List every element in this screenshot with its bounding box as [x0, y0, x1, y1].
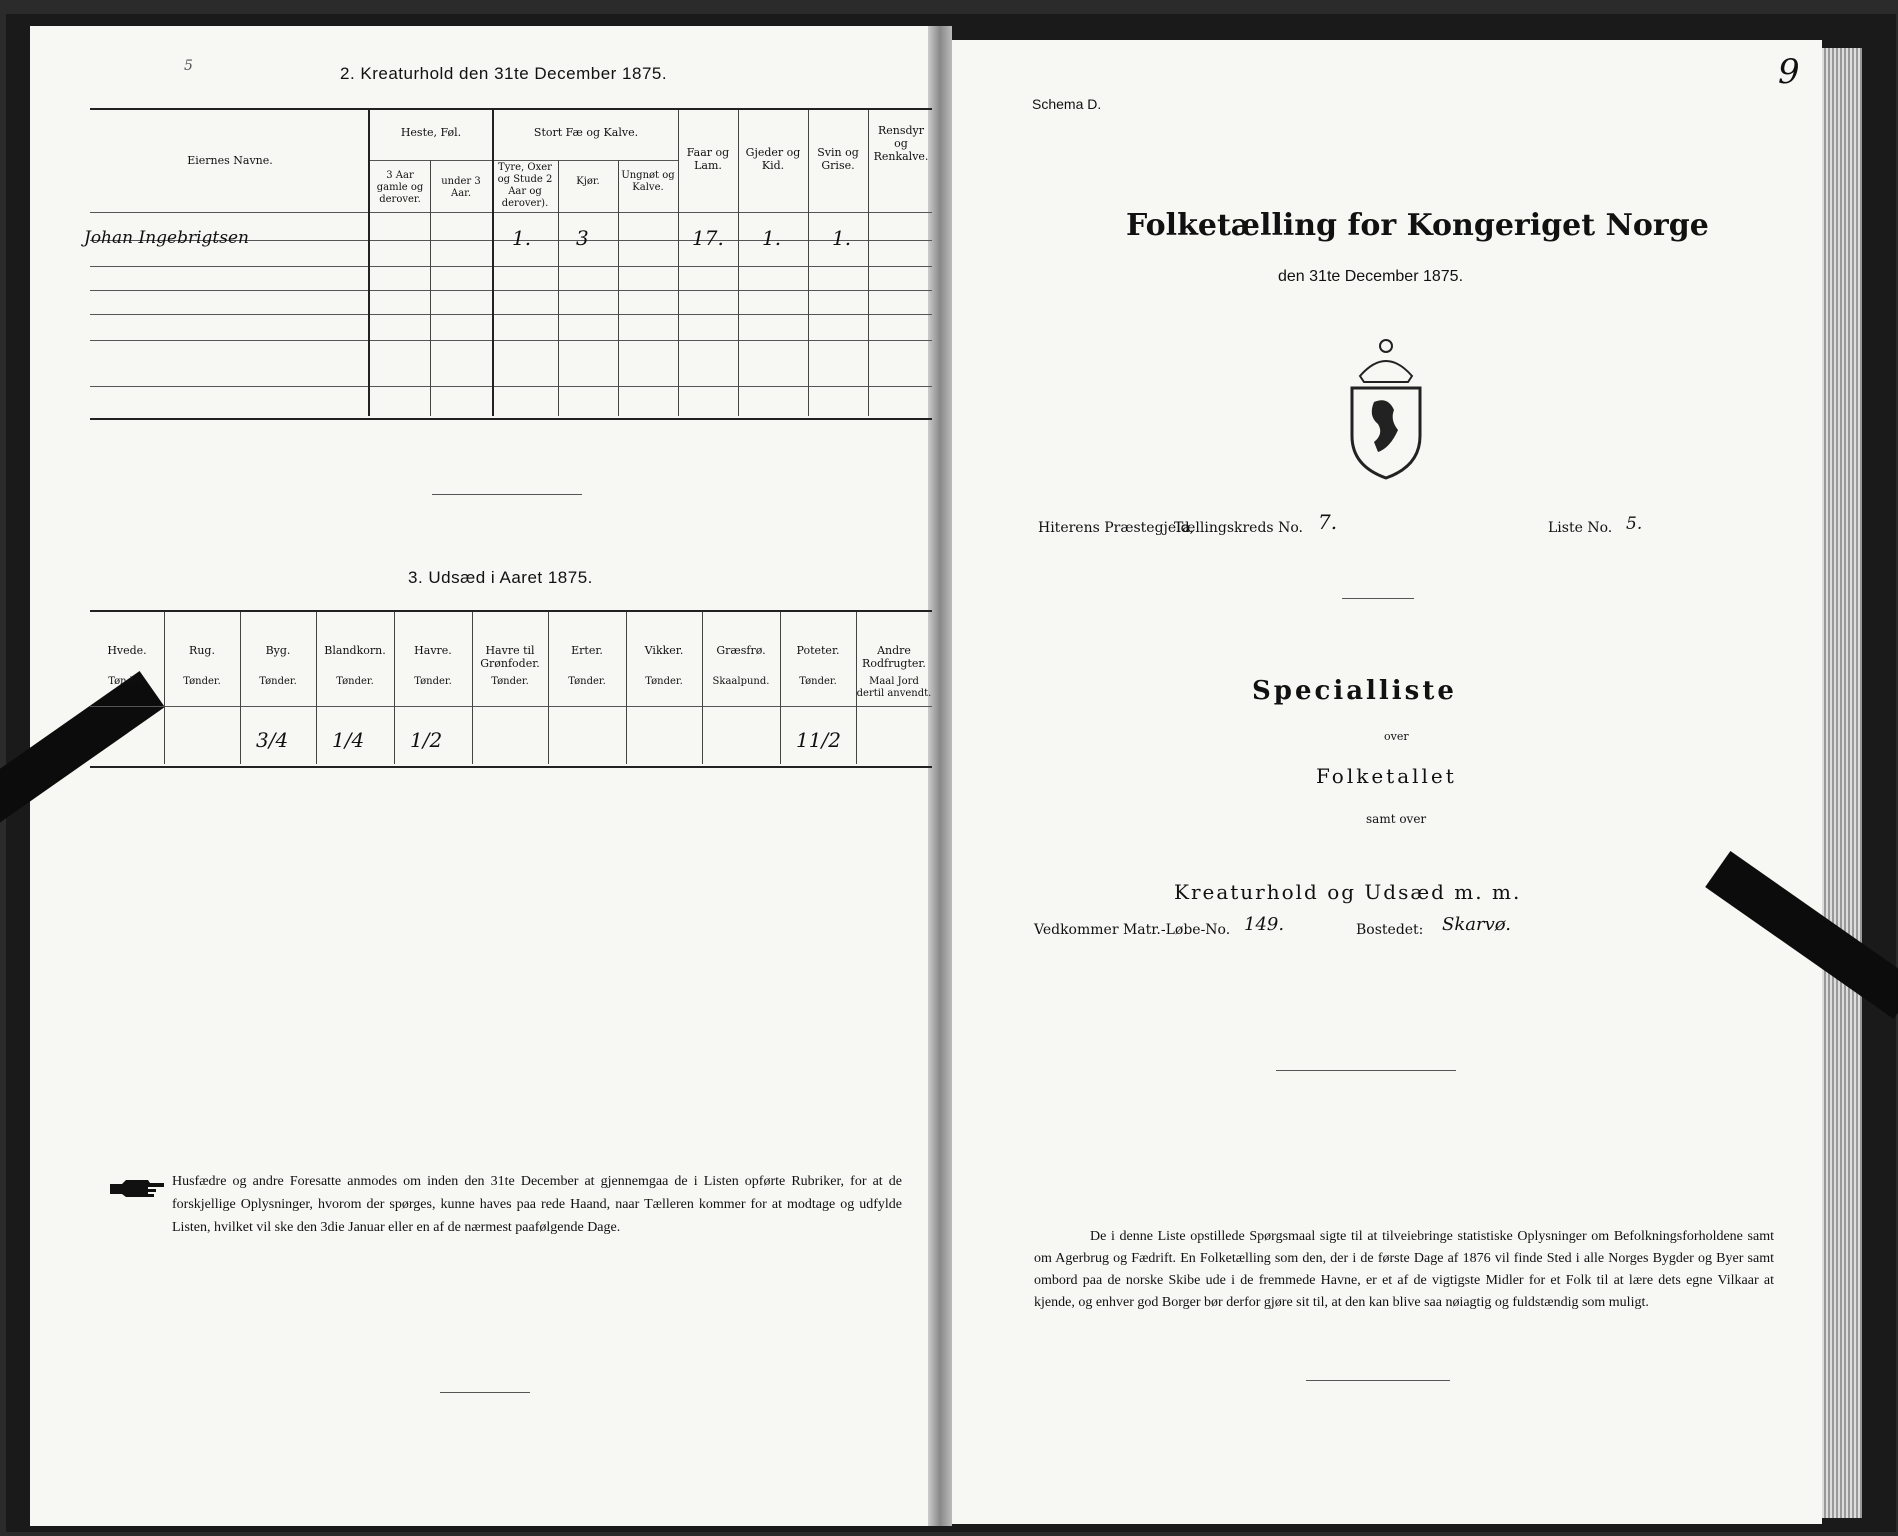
udsaed-value: 11/2 [796, 728, 841, 752]
owner-name: Johan Ingebrigtsen [84, 228, 249, 248]
fyre-header: Tyre, Oxer og Stude 2 Aar og derover). [497, 162, 553, 209]
left-page [30, 26, 940, 1526]
column-divider [164, 612, 165, 764]
udsaed-col-header: Poteter. [796, 644, 840, 657]
udsaed-col-unit: Tønder. [491, 676, 529, 687]
stort-fae-header: Stort Fæ og Kalve. [533, 126, 639, 139]
udsaed-value: 3/4 [256, 728, 289, 752]
udsaed-col-unit: Tønder. [414, 676, 452, 687]
section3-title: 3. Udsæd i Aaret 1875. [408, 568, 593, 587]
column-divider [240, 612, 241, 764]
heste-header: Heste, Føl. [400, 126, 462, 139]
samt-over-text: samt over [1366, 812, 1427, 826]
divider [1306, 1380, 1450, 1381]
column-divider [702, 612, 703, 764]
column-divider [316, 612, 317, 764]
udsaed-col-header: Rug. [189, 644, 215, 657]
kjor-value: 3 [576, 226, 589, 250]
udsaed-col-header: Byg. [265, 644, 291, 657]
specialliste-heading: Specialliste [1252, 676, 1457, 706]
fyre-value: 1. [512, 226, 532, 250]
udsaed-col-unit: Skaalpund. [712, 676, 770, 687]
svin-header: Svin og Grise. [817, 146, 859, 172]
page-edges [1822, 48, 1862, 1518]
page-number: 9 [1778, 52, 1800, 92]
column-divider [548, 612, 549, 764]
udsaed-col-unit: Tønder. [799, 676, 837, 687]
ungnot-header: Ungnøt og Kalve. [621, 170, 675, 193]
divider [432, 494, 582, 495]
gjeder-header: Gjeder og Kid. [745, 146, 801, 172]
pointing-hand-icon [108, 1176, 166, 1200]
gjeder-value: 1. [762, 226, 782, 250]
udsaed-col-header: Andre Rodfrugter. [862, 644, 926, 670]
udsaed-col-header: Hvede. [107, 644, 147, 657]
bosted-label: Bostedet: [1356, 922, 1424, 938]
udsaed-col-unit: Tønder. [259, 676, 297, 687]
udsaed-value: 1/2 [410, 728, 443, 752]
bosted-value: Skarvø. [1442, 914, 1511, 935]
kjor-header: Kjør. [576, 176, 600, 187]
matr-label: Vedkommer Matr.-Løbe-No. [1034, 922, 1231, 938]
matr-value: 149. [1244, 914, 1285, 935]
main-title: Folketælling for Kongeriget Norge [1126, 208, 1709, 243]
udsaed-col-header: Blandkorn. [324, 644, 386, 657]
divider [1342, 598, 1414, 599]
liste-label: Liste No. [1548, 520, 1613, 536]
coat-of-arms-icon [1346, 332, 1426, 480]
faar-value: 17. [692, 226, 724, 250]
explanation-paragraph: De i denne Liste opstillede Spørgsmaal sigte til at tilveiebringe statistiske Oplysninger om Befolkningsforholdene samt om Agerbrug og Fædrift. En Folketælling som den, der i de første Dage af 1876 vil finde Sted i alle Norges Bygder og Byer samt ombord paa de norske Skibe ude i de fremmede Havne, er et af de vigtigste Midler for et Folk til at lære dets egne Vilkaar at kjende, og enhver god Borger bør derfor gjøre sit til, at den kan blive saa nøiagtig og fuldstændig som muligt. [1034, 1229, 1774, 1310]
faar-header: Faar og Lam. [686, 146, 730, 172]
folketallet-heading: Folketallet [1316, 764, 1457, 788]
udsaed-col-header: Havre til Grønfoder. [480, 644, 540, 670]
rensdyr-header: Rensdyr og Renkalve. [873, 124, 929, 163]
udsaed-col-header: Erter. [571, 644, 603, 657]
udsaed-col-header: Græsfrø. [716, 644, 766, 657]
taellingskreds-label: Tællingskreds No. [1174, 520, 1303, 536]
column-divider [472, 612, 473, 764]
over-text: over [1384, 730, 1409, 743]
schema-label: Schema D. [1032, 96, 1102, 112]
udsaed-col-header: Havre. [414, 644, 452, 657]
taellingskreds-value: 7. [1318, 510, 1338, 534]
column-divider [780, 612, 781, 764]
notice-text: Husfædre og andre Foresatte anmodes om inden den 31te December at gjennemgaa de i Listen opførte Rubriker, for at de forskjellige Oplysninger, hvorom der spørges, kunne haves paa rede Haand, naar Tælleren kommer for at modtage og udfylde Listen, hvilket vil ske den 3die Januar eller en af de nærmest paafølgende Dage. [172, 1174, 902, 1235]
udsaed-col-unit: Tønder. [645, 676, 683, 687]
column-divider [394, 612, 395, 764]
liste-value: 5. [1626, 514, 1643, 534]
heste-old-header: 3 Aar gamle og derover. [376, 170, 424, 205]
udsaed-col-unit: Maal Jord dertil anvendt. [856, 676, 932, 699]
column-divider [626, 612, 627, 764]
title-date: den 31te December 1875. [1278, 268, 1464, 285]
divider [440, 1392, 530, 1393]
kreaturhold-heading: Kreaturhold og Udsæd m. m. [1174, 880, 1522, 904]
book-fold [928, 26, 952, 1526]
heste-young-header: under 3 Aar. [441, 176, 481, 199]
udsaed-col-header: Vikker. [644, 644, 684, 657]
udsaed-col-unit: Tønder. [108, 676, 146, 687]
udsaed-col-unit: Tønder. [568, 676, 606, 687]
udsaed-col-unit: Tønder. [183, 676, 221, 687]
svin-value: 1. [832, 226, 852, 250]
udsaed-col-unit: Tønder. [336, 676, 374, 687]
udsaed-value: 1/4 [332, 728, 365, 752]
praestegjeld-label: Hiterens Præstegjeld, [1038, 520, 1195, 536]
owner-header: Eiernes Navne. [187, 154, 273, 167]
divider [1276, 1070, 1456, 1071]
section2-title: 2. Kreaturhold den 31te December 1875. [340, 64, 668, 83]
pencil-mark: 5 [184, 58, 193, 74]
